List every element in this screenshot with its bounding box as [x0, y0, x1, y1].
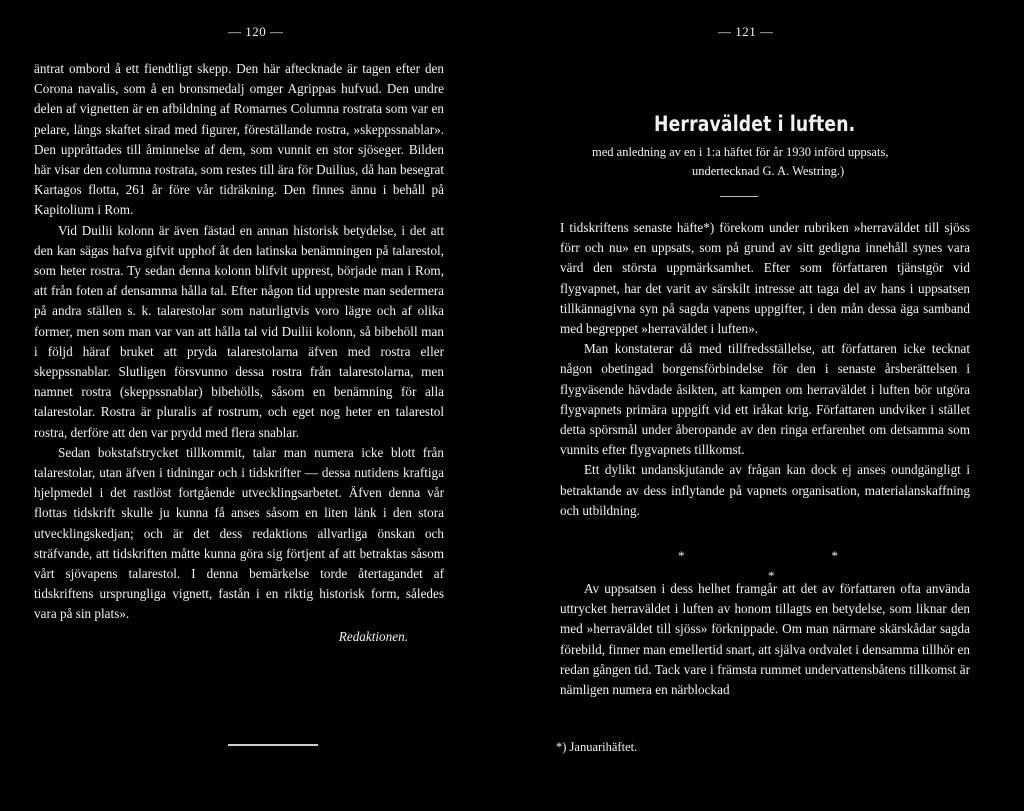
left-paragraph-3: Sedan bokstafstrycket tillkommit, talar man numera icke blott från talarestolar, utan äfven i tidningar och i tidskrifter — dessa nutidens kraftiga hjelpmedel i det rastlöst fortgående utvecklingsarbetet. Äfven denna vår flottas tidskrift skulle ju kunna få anses såsom en liten länk i den stora utvecklingskedjan; och är det dess redaktions allvarliga önskan och sträfvande, att tidskriften måtte kunna göra sig förtjent af att betraktas såsom vårt sjövapens talarestol. I denna bemärkelse torde återtagandet af tidskriftens ursprungliga vignett, fastån i en riktig historisk form, således vara på sin plats». [34, 444, 444, 622]
right-paragraph-1: I tidskriftens senaste häfte*) förekom under rubriken »herraväldet till sjöss förr och nu» en uppsats, som på grund av sitt gedigna innehåll synes vara värd den största uppmärksamhet. Efter som författaren tjänstgör vid flygvapnet, har det varit av särskilt intresse att taga del av hans i uppsatsen tillkännagivna syn på sagda vapens uppgifter, i den mån dessa äga samband med begreppet »herraväldet i luften». [560, 220, 970, 337]
title-rule [720, 196, 758, 197]
footnote-rule [228, 744, 318, 746]
asterisk-2: * [831, 548, 838, 563]
left-paragraph-1: äntrat ombord å ett fiendtligt skepp. Den här aftecknade är tagen efter den Corona navalis, som å en bronsmedalj omger Agrippas hufvud. Den undre delen af vignetten är en afbildning af Romarnes Columna rostrata som var en pelare, längs skaftet sirad med figurer, föreställande rostra, »skeppssnablar». Den uppråttades till åminnelse af dem, som vunnit en stor sjöseger. Bilden här visar den columna rostrata, som restes till ära för Duilius, då han besegrat Kartagos flotta, 261 år före vår tidräkning. Den finnes ännu i behåll på Kapitolium i Rom. [34, 61, 444, 218]
right-paragraph-3: Ett dylikt undanskjutande av frågan kan dock ej anses oundgängligt i betraktande av dess inflytande på vapnets organisation, materialanskaffning och utbildning. [560, 462, 970, 518]
left-paragraph-2: Vid Duilii kolonn är även fästad en annan historisk betydelse, i det att den kan sägas hafva gifvit upphof åt den latinska benämningen på talarestol, som heter rostra. Ty sedan denna kolonn blifvit upprest, började man i Rom, att från foten af densamma hålla tal. Efter någon tid uppreste man sedermera på andra ställen s. k. talarestolar som naturligtvis voro lägre och af olika former, men som man var van att hålla tal vid Duilii kolonn, så bibehöll man i följd häraf bruket att pryda talarestolarna äfven med rostra eller skeppssnablar. Slutligen försvunno dessa rostra från talarestolarna, men namnet rostra (skeppssnablar) bibehölls, såsom en benämning för alla talarestolar. Rostra är pluralis af rostrum, och eget nog heter en talarestol rostra, derföre att den var prydd med flera snablar. [34, 222, 444, 440]
asterisk-1: * [678, 548, 685, 563]
footnote: *) Januarihäftet. [556, 740, 638, 754]
page-number-right: — 121 — [718, 24, 774, 39]
section-break-stars-top [678, 548, 838, 564]
subtitle-line-2: undertecknad G. A. Westring.) [692, 164, 845, 178]
right-paragraph-2: Man konstaterar då med tillfredsställelse, att författaren icke tecknat någon obetingad borgensförbindelse för den i senaste årsberättelsen i flygväsende hävdade åsikten, att kampen om herraväldet i luften bör utgöra flygvapnets primära uppgift vid ett iråkat krig. Författaren undviker i stället detta spörsmål under åberopande av den ringa erfarenhet om detsamma som vunnits efter flygvapnets tillkomst. [560, 341, 970, 458]
subtitle-line-1: med anledning av en i 1:a häftet för år 1930 införd uppsats, [592, 145, 889, 159]
signature: Redaktionen. [338, 628, 408, 644]
article-title: Herraväldet i luften. [654, 112, 856, 136]
article-subtitle [592, 143, 972, 181]
right-column [560, 218, 970, 700]
left-column [34, 59, 444, 647]
page-number-left: — 120 — [228, 24, 284, 39]
section-break-star-bottom: * [768, 568, 775, 583]
right-paragraph-4: Av uppsatsen i dess helhet framgår att det av författaren ofta använda uttrycket herraväldet i luften av honom tillagts en betydelse, som liknar den med »herraväldet till sjöss» förknippade. Om man närmare skärskådar sagda förebild, finner man emellertid snart, att själva ordvalet i densamma tillhör en redan gången tid. Tack vare i främsta rummet undervattensbåtens tillkomst är nämligen numera en närblockad [560, 581, 970, 698]
